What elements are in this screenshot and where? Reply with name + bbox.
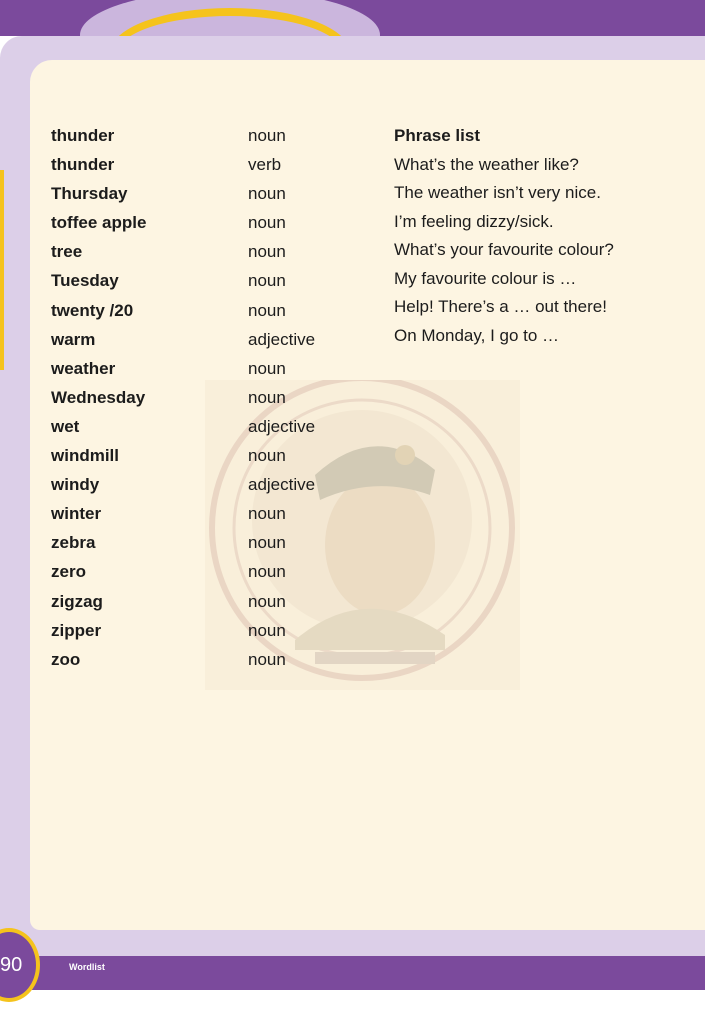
wordlist-pos: adjective [248,416,316,436]
wordlist-pos: noun [248,358,286,378]
wordlist-word: windy [51,475,100,495]
wordlist-pos: verb [248,155,282,175]
wordlist-parts-of-speech [248,124,315,677]
wordlist-pos: noun [248,533,286,553]
phrase-item: What’s the weather like? [394,154,579,174]
wordlist-word: Thursday [51,184,128,204]
phrase-list [394,124,614,352]
wordlist-word: weather [51,358,116,378]
wordlist-pos: adjective [248,329,316,349]
wordlist-word: zero [51,562,86,582]
wordlist-word: zebra [51,533,96,553]
wordlist-pos: noun [248,446,286,466]
wordlist-pos: noun [248,649,286,669]
wordlist-word: windmill [51,446,119,466]
phrase-list-title: Phrase list [394,126,480,145]
page-number: 90 [0,954,23,976]
wordlist-pos: noun [248,242,286,262]
phrase-item: I’m feeling dizzy/sick. [394,211,554,231]
wordlist-word: zoo [51,649,81,669]
footer-bar [0,956,705,990]
wordlist-words [51,124,146,677]
phrase-item: Help! There’s a … out there! [394,297,607,316]
wordlist-word: wet [51,416,80,436]
wordlist-pos: noun [248,184,286,204]
footer-section-label: Wordlist [69,962,105,972]
wordlist-pos: noun [248,126,286,145]
wordlist-pos: noun [248,213,286,233]
wordlist-word: warm [51,329,96,349]
wordlist-word: Tuesday [51,271,119,291]
phrase-item: The weather isn’t very nice. [394,183,601,202]
wordlist-word: zigzag [51,591,103,611]
top-banner [0,0,705,36]
wordlist-word: thunder [51,126,115,145]
wordlist-pos: noun [248,562,286,582]
wordlist-word: Wednesday [51,387,146,407]
wordlist-pos: noun [248,591,286,611]
wordlist-word: twenty /20 [51,300,134,320]
wordlist-word: winter [51,504,102,524]
wordlist-word: tree [51,242,83,262]
wordlist-pos: noun [248,387,286,407]
wordlist-word: zipper [51,620,102,640]
wordlist-pos: noun [248,300,286,320]
left-edge-accent [0,170,4,370]
wordlist-pos: adjective [248,475,316,495]
wordlist-pos: noun [248,271,286,291]
wordlist-pos: noun [248,620,286,640]
phrase-item: What’s your favourite colour? [394,240,614,259]
wordlist-word: thunder [51,155,115,175]
phrase-item: On Monday, I go to … [394,325,560,345]
wordlist-pos: noun [248,504,286,524]
wordlist-word: toffee apple [51,213,147,233]
phrase-item: My favourite colour is … [394,268,577,288]
